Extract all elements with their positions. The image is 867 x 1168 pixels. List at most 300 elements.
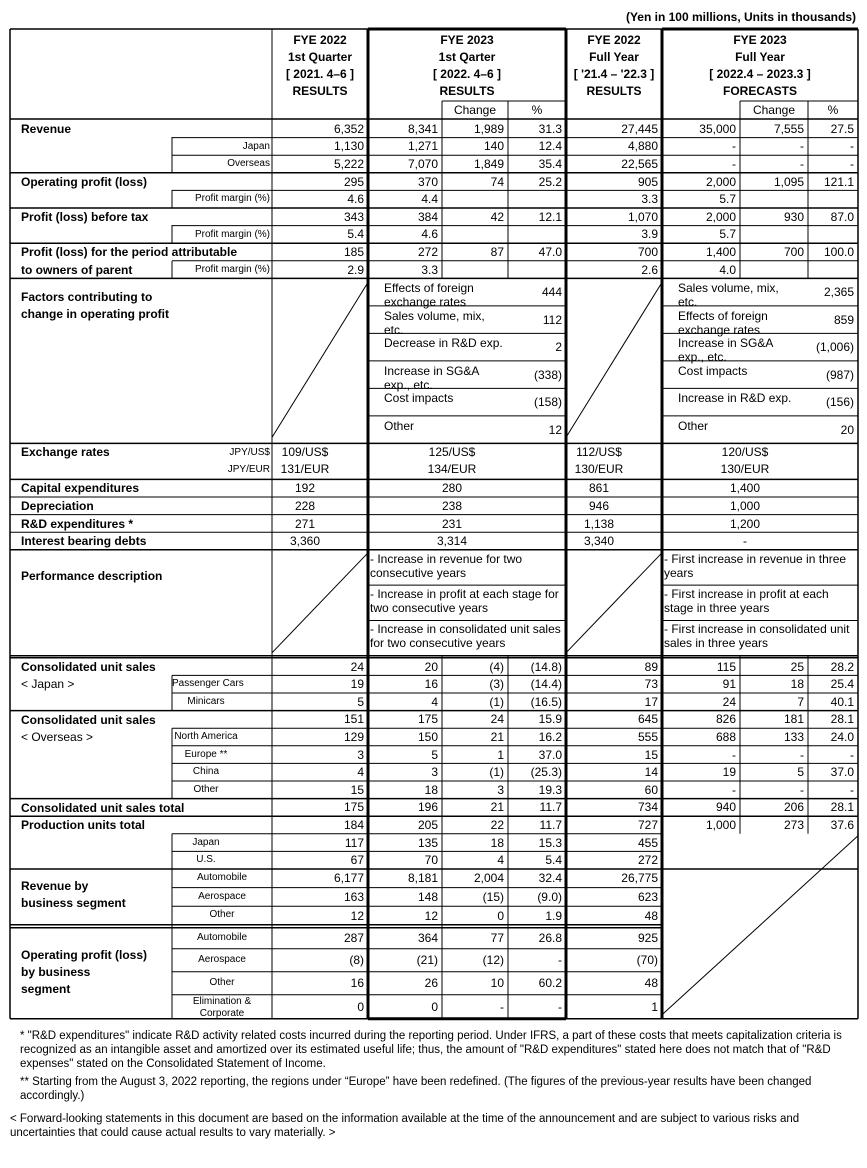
value-cell: (16.5) — [530, 694, 562, 709]
value-cell: - — [732, 782, 736, 797]
exchange-sublabel: JPY/EUR — [227, 464, 270, 476]
value-cell: 87 — [490, 245, 504, 259]
header-text: [ 2021. 4–6 ] — [285, 67, 355, 81]
row-sublabel: Japan — [192, 836, 220, 848]
factor-value: (338) — [533, 367, 562, 382]
value-cell: 15.3 — [538, 835, 562, 850]
value-cell: - — [732, 747, 736, 762]
value-cell: 181 — [783, 712, 804, 727]
value-cell: 10 — [490, 976, 504, 991]
value-cell: 228 — [294, 499, 316, 513]
value-cell: 4.0 — [719, 262, 736, 277]
value-cell: 2,000 — [705, 209, 736, 224]
value-cell: (4) — [489, 659, 504, 674]
row-label: Profit (loss) before tax — [21, 210, 149, 224]
value-cell: 12 — [424, 908, 438, 923]
value-cell: 287 — [343, 931, 364, 946]
value-cell: 700 — [783, 245, 804, 259]
factor-value: (987) — [825, 367, 854, 382]
factor-name: Decrease in R&D exp. — [384, 336, 503, 351]
row-label: Interest bearing debts — [21, 534, 147, 549]
value-cell: 940 — [715, 800, 736, 815]
value-cell: - — [850, 782, 854, 797]
factor-value: 444 — [541, 285, 562, 300]
row-label: Capital expenditures — [21, 481, 140, 496]
value-cell: 364 — [417, 931, 438, 946]
header-text: [ 2022. 4–6 ] — [432, 67, 502, 81]
value-cell: 20 — [424, 659, 438, 674]
exchange-value: 125/US$ — [428, 445, 476, 460]
value-cell: 17 — [644, 694, 658, 709]
value-cell: 28.2 — [830, 659, 854, 674]
exchange-value: 130/EUR — [574, 462, 624, 477]
value-cell: 905 — [637, 174, 658, 189]
factor-name: Effects of foreign exchange rates — [384, 281, 474, 310]
value-cell: 24 — [722, 694, 736, 709]
row-sublabel: Japan — [242, 140, 270, 152]
value-cell: 0 — [357, 999, 364, 1014]
value-cell: 5 — [357, 694, 364, 709]
performance-text: - First increase in consolidated unit sales in three years — [664, 622, 850, 651]
change-header: Change — [453, 103, 497, 117]
value-cell: 6,177 — [333, 871, 364, 886]
value-cell: 2.9 — [347, 262, 364, 277]
value-cell: 16 — [350, 976, 364, 991]
factor-value: 2,365 — [823, 285, 854, 300]
value-cell: - — [800, 782, 804, 797]
value-cell: - — [850, 139, 854, 154]
value-cell: 18 — [424, 782, 438, 797]
factor-name: Sales volume, mix, etc. — [384, 308, 485, 337]
row-label: Consolidated unit sales — [21, 659, 156, 674]
value-cell: 11.7 — [539, 818, 562, 832]
value-cell: 455 — [637, 835, 658, 850]
value-cell: (1) — [489, 765, 504, 780]
value-cell: 280 — [441, 481, 463, 496]
factor-name: Other — [384, 418, 415, 433]
value-cell: 16 — [424, 677, 438, 692]
value-cell: 74 — [490, 174, 504, 189]
performance-text: - Increase in consolidated unit sales for two consecutive years — [370, 622, 561, 651]
value-cell: - — [800, 747, 804, 762]
value-cell: 148 — [417, 889, 438, 904]
value-cell: (9.0) — [537, 889, 562, 904]
value-cell: 15 — [350, 782, 364, 797]
value-cell: 19 — [350, 677, 364, 692]
value-cell: 21 — [490, 800, 504, 815]
value-cell: 1,989 — [473, 121, 504, 136]
row-sublabel: Profit margin (%) — [194, 228, 270, 240]
grid-line — [566, 282, 662, 437]
value-cell: 3.9 — [641, 227, 658, 242]
segment-label: segment — [21, 981, 71, 996]
exchange-value: 134/EUR — [427, 462, 477, 477]
value-cell: (3) — [489, 677, 504, 692]
value-cell: 16.2 — [538, 730, 562, 744]
value-cell: 861 — [588, 481, 610, 496]
exchange-sublabel: JPY/US$ — [229, 447, 270, 459]
segment-label: Revenue by — [21, 879, 89, 893]
value-cell: 67 — [350, 853, 364, 868]
row-sublabel: Other — [209, 977, 235, 989]
value-cell: - — [558, 999, 562, 1014]
exchange-value: 131/EUR — [280, 462, 330, 477]
header-text: [ '21.4 – '22.3 ] — [573, 67, 655, 81]
value-cell: 21 — [490, 730, 504, 744]
factor-name: Sales volume, mix, etc. — [678, 281, 779, 310]
value-cell: 273 — [783, 818, 804, 832]
value-cell: - — [800, 139, 804, 154]
footnote: < Forward-looking statements in this document are based on the information available at the time of the announcement and are subject to various risks and uncertainties that could cause actual results to vary materially. > — [10, 1112, 800, 1139]
row-label: < Japan > — [21, 677, 75, 692]
row-sublabel: Aerospace — [198, 890, 246, 902]
value-cell: 22 — [490, 818, 504, 832]
value-cell: 48 — [644, 908, 658, 923]
value-cell: 60.2 — [538, 976, 562, 991]
value-cell: (14.4) — [530, 677, 562, 692]
value-cell: 1,000 — [705, 818, 736, 832]
value-cell: 4.6 — [421, 227, 438, 242]
row-label: Profit (loss) for the period attributable — [21, 245, 238, 260]
value-cell: (1) — [489, 694, 504, 709]
factor-value: 12 — [548, 422, 562, 437]
value-cell: 175 — [417, 712, 438, 727]
value-cell: 129 — [343, 730, 364, 744]
value-cell: 3,340 — [583, 534, 615, 549]
value-cell: (12) — [482, 953, 504, 968]
value-cell: 19 — [722, 765, 736, 780]
value-cell: 26,775 — [621, 871, 658, 886]
factor-name: Other — [678, 418, 709, 433]
value-cell: 0 — [497, 908, 504, 923]
value-cell: 11.7 — [539, 800, 562, 815]
row-sublabel: Other — [193, 784, 219, 795]
header-text: FYE 2022 — [587, 33, 641, 47]
value-cell: 688 — [715, 730, 736, 744]
value-cell: 5.4 — [347, 227, 364, 242]
value-cell: 206 — [783, 800, 804, 815]
value-cell: 1,200 — [729, 516, 761, 531]
row-sublabel: China — [192, 766, 220, 778]
value-cell: 19.3 — [538, 782, 562, 797]
value-cell: 35.4 — [538, 157, 562, 171]
segment-label: by business — [21, 964, 91, 979]
exchange-value: 109/US$ — [281, 445, 329, 460]
exchange-value: 112/US$ — [576, 445, 622, 460]
header-text: [ 2022.4 – 2023.3 ] — [709, 67, 811, 81]
value-cell: 5.4 — [545, 853, 562, 868]
value-cell: 272 — [637, 853, 658, 868]
value-cell: 151 — [343, 712, 364, 727]
value-cell: 205 — [417, 818, 438, 832]
value-cell: 8,341 — [407, 121, 438, 136]
value-cell: 115 — [716, 659, 736, 674]
performance-text: - First increase in revenue in three years — [664, 551, 847, 580]
value-cell: (8) — [349, 953, 364, 968]
value-cell: 25.4 — [830, 677, 854, 692]
value-cell: 645 — [637, 712, 658, 727]
value-cell: 700 — [637, 245, 658, 259]
value-cell: 7 — [797, 694, 804, 709]
segment-label: Operating profit (loss) — [21, 947, 147, 962]
value-cell: (15) — [482, 889, 504, 904]
value-cell: 3 — [357, 747, 364, 762]
row-sublabel: Automobile — [196, 932, 248, 944]
value-cell: 121.1 — [823, 174, 854, 189]
value-cell: 1 — [497, 747, 504, 762]
value-cell: 4,880 — [627, 139, 658, 154]
value-cell: 133 — [783, 730, 804, 744]
value-cell: (14.8) — [530, 659, 562, 674]
value-cell: - — [732, 139, 736, 154]
value-cell: 3,360 — [289, 534, 321, 549]
row-label: Consolidated unit sales total — [21, 800, 185, 815]
factor-value: 859 — [833, 312, 854, 327]
value-cell: 623 — [637, 889, 658, 904]
value-cell: 35,000 — [699, 121, 736, 136]
value-cell: 5.7 — [719, 227, 736, 242]
value-cell: 192 — [294, 481, 316, 496]
factors-label: change in operating profit — [21, 307, 170, 322]
factor-value: (158) — [533, 395, 562, 410]
value-cell: 196 — [417, 800, 438, 815]
value-cell: 87.0 — [830, 209, 854, 224]
row-sublabel: Elimination & Corporate — [192, 995, 252, 1019]
value-cell: 5,222 — [333, 157, 364, 171]
value-cell: 185 — [343, 245, 364, 259]
value-cell: 18 — [790, 677, 804, 692]
value-cell: 37.6 — [830, 818, 854, 832]
exchange-value: 120/US$ — [721, 445, 769, 460]
row-sublabel: Profit margin (%) — [194, 263, 270, 275]
performance-text: - First increase in profit at each stage in three years — [664, 587, 829, 616]
value-cell: 48 — [644, 976, 658, 991]
grid-line — [272, 553, 368, 653]
value-cell: - — [558, 953, 562, 968]
value-cell: 1.9 — [545, 908, 562, 923]
value-cell: 238 — [441, 499, 463, 513]
value-cell: 8,181 — [407, 871, 438, 886]
value-cell: 28.1 — [830, 800, 854, 815]
value-cell: - — [500, 999, 504, 1014]
value-cell: 40.1 — [830, 694, 854, 709]
grid-line — [566, 553, 662, 653]
row-label: Production units total — [21, 818, 145, 833]
row-label: Consolidated unit sales — [21, 712, 156, 727]
value-cell: 727 — [637, 818, 658, 832]
value-cell: 26.8 — [538, 931, 562, 946]
header-text: RESULTS — [292, 84, 348, 98]
value-cell: 1,400 — [729, 481, 761, 496]
pct-header: % — [827, 103, 839, 117]
value-cell: 1,130 — [333, 139, 364, 154]
header-text: RESULTS — [586, 84, 642, 98]
value-cell: - — [800, 157, 804, 171]
value-cell: 5 — [797, 765, 804, 780]
value-cell: 930 — [783, 209, 804, 224]
row-label: Depreciation — [21, 499, 94, 513]
factor-name: Effects of foreign exchange rates — [678, 308, 768, 337]
value-cell: 60 — [644, 782, 658, 797]
header-text: FYE 2023 — [440, 33, 494, 47]
value-cell: 25 — [790, 659, 804, 674]
performance-label: Performance description — [21, 568, 163, 583]
value-cell: 2,004 — [473, 871, 504, 886]
value-cell: 28.1 — [830, 712, 854, 727]
value-cell: 42 — [490, 209, 504, 224]
value-cell: 47.0 — [538, 245, 562, 259]
row-sublabel: Profit margin (%) — [194, 193, 270, 205]
grid-line — [662, 836, 858, 1015]
value-cell: 2,000 — [705, 174, 736, 189]
factor-name: Increase in R&D exp. — [678, 391, 792, 406]
value-cell: 15 — [644, 747, 658, 762]
change-header: Change — [752, 103, 796, 117]
value-cell: 14 — [644, 765, 658, 780]
value-cell: 15.9 — [538, 712, 562, 727]
value-cell: 1 — [651, 999, 658, 1014]
value-cell: 295 — [343, 174, 364, 189]
row-sublabel: U.S. — [196, 854, 216, 866]
exchange-label: Exchange rates — [21, 445, 110, 460]
header-text: FYE 2022 — [293, 33, 347, 47]
value-cell: 12.1 — [538, 209, 562, 224]
value-cell: 24.0 — [830, 730, 854, 744]
header-text: 1st Quarter — [287, 50, 353, 64]
value-cell: 37.0 — [538, 747, 562, 762]
value-cell: 271 — [294, 516, 316, 531]
value-cell: 4 — [431, 694, 438, 709]
value-cell: 826 — [715, 712, 736, 727]
value-cell: 3 — [497, 782, 504, 797]
row-sublabel: Passenger Cars — [172, 678, 244, 690]
value-cell: 7,070 — [407, 157, 438, 171]
value-cell: 24 — [350, 659, 364, 674]
factor-name: Increase in SG&A exp., etc. — [384, 363, 479, 392]
value-cell: 231 — [441, 516, 463, 531]
value-cell: 12.4 — [538, 139, 562, 154]
exchange-value: 130/EUR — [720, 462, 770, 477]
value-cell: 140 — [483, 139, 504, 154]
value-cell: 22,565 — [621, 157, 658, 171]
value-cell: 89 — [644, 659, 658, 674]
value-cell: - — [850, 747, 854, 762]
row-sublabel: Minicars — [187, 696, 225, 707]
value-cell: 135 — [417, 835, 438, 850]
grid-line — [272, 282, 368, 437]
factor-name: Increase in SG&A exp., etc. — [678, 336, 773, 365]
value-cell: 27.5 — [830, 121, 854, 136]
value-cell: 6,352 — [333, 121, 364, 136]
row-label: Operating profit (loss) — [21, 174, 147, 189]
value-cell: 7,555 — [773, 121, 804, 136]
units-note: (Yen in 100 millions, Units in thousands) — [625, 10, 856, 24]
value-cell: 272 — [417, 245, 438, 259]
value-cell: 1,849 — [473, 157, 504, 171]
value-cell: 946 — [588, 499, 610, 513]
performance-text: - Increase in revenue for two consecutive years — [370, 551, 523, 580]
value-cell: 1,400 — [705, 245, 736, 259]
value-cell: 37.0 — [830, 765, 854, 780]
value-cell: - — [850, 157, 854, 171]
row-sublabel: Automobile — [196, 872, 248, 883]
value-cell: 184 — [343, 818, 364, 832]
value-cell: 1,000 — [729, 499, 761, 513]
value-cell: 31.3 — [538, 121, 562, 136]
row-sublabel: Europe ** — [184, 748, 228, 760]
value-cell: 32.4 — [538, 871, 562, 886]
value-cell: (21) — [416, 953, 438, 968]
value-cell: 163 — [343, 889, 364, 904]
factors-label: Factors contributing to — [21, 290, 153, 305]
row-label: R&D expenditures * — [21, 516, 134, 531]
value-cell: 734 — [637, 800, 658, 815]
factor-value: (1,006) — [815, 340, 854, 355]
row-sublabel: Overseas — [227, 158, 270, 170]
value-cell: 1,138 — [583, 516, 615, 531]
value-cell: 18 — [490, 835, 504, 850]
row-sublabel: Aerospace — [198, 954, 246, 966]
value-cell: 4 — [357, 765, 364, 780]
value-cell: 5 — [431, 747, 438, 762]
value-cell: 2.6 — [641, 262, 658, 277]
value-cell: 5.7 — [719, 192, 736, 207]
value-cell: 175 — [343, 800, 364, 815]
value-cell: 555 — [637, 730, 658, 744]
value-cell: 117 — [344, 835, 364, 850]
value-cell: 100.0 — [823, 245, 854, 259]
value-cell: - — [743, 534, 747, 549]
value-cell: 343 — [343, 209, 364, 224]
value-cell: - — [732, 157, 736, 171]
value-cell: 70 — [424, 853, 438, 868]
row-label: < Overseas > — [21, 730, 94, 745]
value-cell: 4.4 — [421, 192, 438, 207]
value-cell: 26 — [424, 976, 438, 991]
footnote: * "R&D expenditures" indicate R&D activity related costs incurred during the reporting period. Under IFRS, a part of these costs that meets capitalization criteria is recognized as an intangible asset and amortized over its estimated useful life; thus, the amount of "R&D expenditures" stated here does not match that of "R&D expenses" stated on the Consolidated Statement of Income. — [20, 1029, 842, 1070]
header-text: FYE 2023 — [733, 33, 787, 47]
factor-value: 112 — [542, 312, 562, 327]
pct-header: % — [531, 103, 543, 117]
value-cell: 12 — [350, 908, 364, 923]
value-cell: 3.3 — [421, 262, 438, 277]
factor-name: Cost impacts — [678, 363, 748, 378]
row-label: Revenue — [21, 122, 72, 136]
factor-value: (156) — [825, 395, 854, 410]
header-text: RESULTS — [439, 84, 495, 98]
factor-value: 20 — [840, 422, 854, 437]
value-cell: 25.2 — [538, 174, 562, 189]
value-cell: (25.3) — [530, 765, 562, 780]
value-cell: 73 — [644, 677, 658, 692]
value-cell: 27,445 — [621, 121, 658, 136]
value-cell: 3.3 — [641, 192, 658, 207]
value-cell: 0 — [431, 999, 438, 1014]
value-cell: 150 — [417, 730, 438, 744]
row-sublabel: Other — [209, 909, 235, 921]
performance-text: - Increase in profit at each stage for two consecutive years — [370, 587, 559, 616]
value-cell: 77 — [490, 931, 504, 946]
value-cell: 4.6 — [347, 192, 364, 207]
header-text: Full Year — [589, 50, 639, 64]
header-text: Full Year — [735, 50, 785, 64]
factor-name: Cost impacts — [384, 391, 454, 406]
value-cell: 370 — [417, 174, 438, 189]
value-cell: 24 — [490, 712, 504, 727]
value-cell: 384 — [417, 209, 438, 224]
row-label: to owners of parent — [21, 262, 133, 277]
value-cell: 3 — [431, 765, 438, 780]
